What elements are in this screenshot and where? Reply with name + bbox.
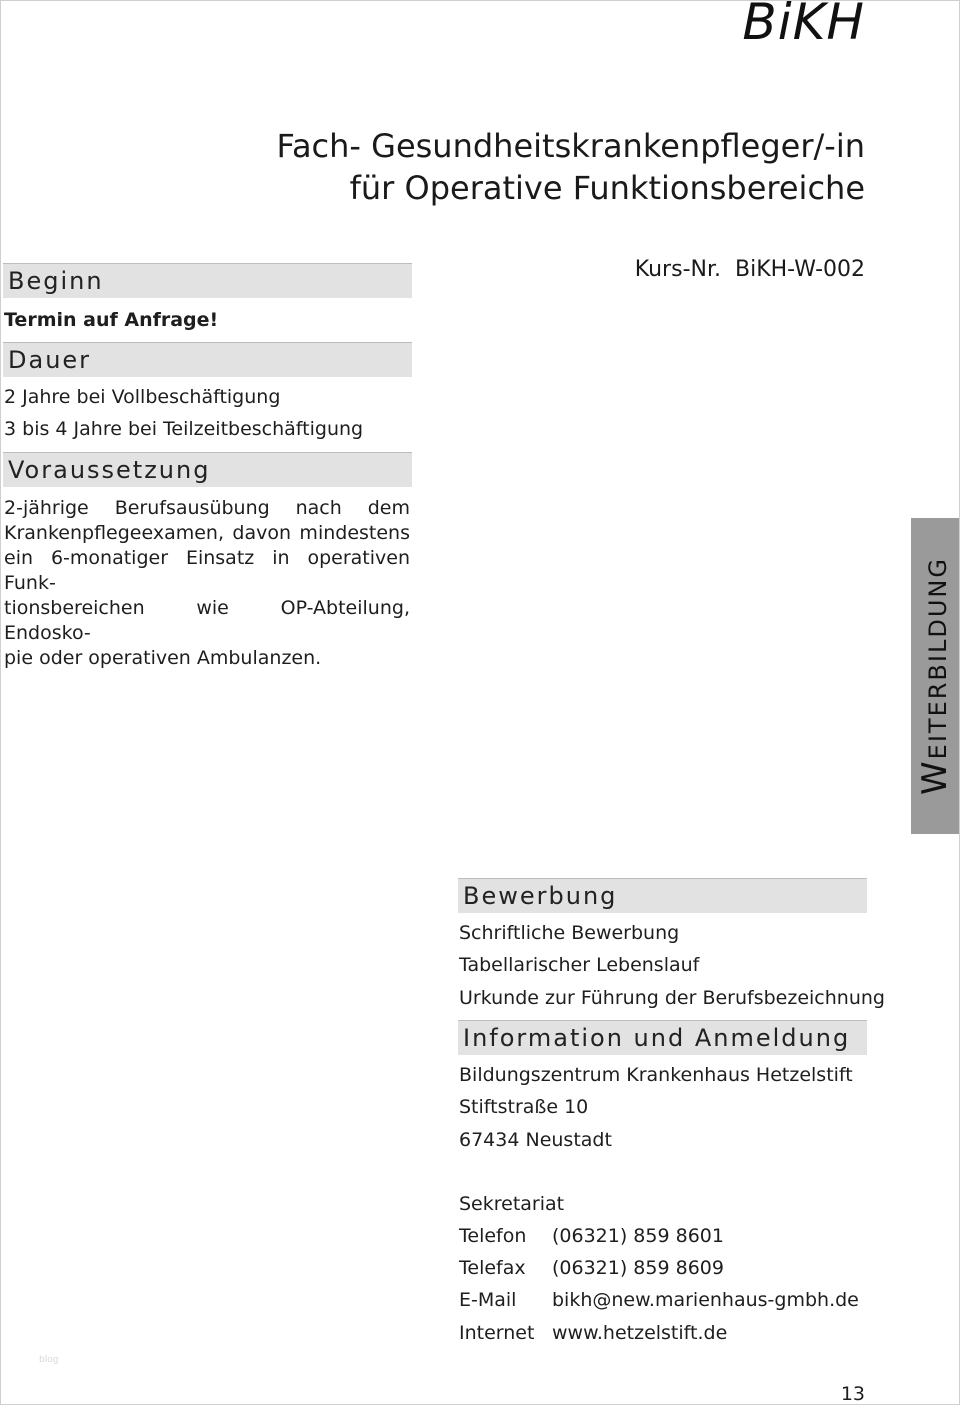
internet-value[interactable]: www.hetzelstift.de [552, 1322, 728, 1344]
page-title [225, 125, 865, 209]
dauer-line-1: 2 Jahre bei Vollbeschäftigung [4, 386, 281, 408]
contact-row-internet [459, 1322, 727, 1344]
voraussetzung-line-2: Krankenpflegeexamen, davon mindestens [4, 522, 410, 544]
dauer-heading: Dauer [3, 342, 412, 377]
voraussetzung-heading: Voraussetzung [3, 452, 412, 487]
bewerbung-line-1: Schriftliche Bewerbung [459, 922, 680, 944]
voraussetzung-paragraph [4, 496, 410, 671]
course-number-value: BiKH-W-002 [734, 257, 865, 282]
secretariat-label: Sekretariat [459, 1193, 565, 1215]
email-label: E-Mail [459, 1289, 517, 1311]
bewerbung-heading: Bewerbung [458, 878, 867, 913]
course-label: Kurs-Nr. [634, 257, 721, 282]
phone-label: Telefon [459, 1225, 527, 1247]
internet-label: Internet [459, 1322, 535, 1344]
contact-row-phone [459, 1225, 724, 1247]
contact-row-fax [459, 1257, 724, 1279]
address-line-1: Bildungszentrum Krankenhaus Hetzelstift [459, 1064, 853, 1086]
fax-label: Telefax [459, 1257, 526, 1279]
title-line-2: für Operative Funktionsbereiche [349, 169, 865, 207]
watermark: blog [39, 1355, 59, 1365]
address-line-2: Stiftstraße 10 [459, 1096, 589, 1118]
page-number: 13 [840, 1383, 865, 1405]
beginn-heading: Beginn [3, 263, 412, 298]
dauer-line-2: 3 bis 4 Jahre bei Teilzeitbeschäftigung [4, 418, 364, 440]
voraussetzung-line-3: ein 6-monatiger Einsatz in operativen Funk- [4, 547, 410, 594]
voraussetzung-line-1: 2-jährige Berufsausübung nach dem [4, 497, 410, 519]
bikh-logo: BiKH [742, 0, 865, 51]
phone-value: (06321) 859 8601 [552, 1225, 724, 1247]
bewerbung-line-3: Urkunde zur Führung der Berufsbezeichnung [459, 987, 885, 1009]
course-number [635, 257, 865, 282]
voraussetzung-line-5: pie oder operativen Ambulanzen. [4, 647, 322, 669]
beginn-text: Termin auf Anfrage! [4, 309, 219, 331]
email-value[interactable]: bikh@new.marienhaus-gmbh.de [552, 1289, 859, 1311]
weiterbildung-label: Weiterbildung [915, 557, 955, 795]
info-heading: Information und Anmeldung [458, 1020, 867, 1055]
title-line-1: Fach- Gesundheitskrankenpfleger/-in [276, 127, 865, 165]
bewerbung-line-2: Tabellarischer Lebenslauf [459, 954, 700, 976]
contact-row-email [459, 1289, 859, 1311]
fax-value: (06321) 859 8609 [552, 1257, 724, 1279]
voraussetzung-line-4: tionsbereichen wie OP-Abteilung, Endosko- [4, 597, 410, 644]
address-line-3: 67434 Neustadt [459, 1129, 612, 1151]
